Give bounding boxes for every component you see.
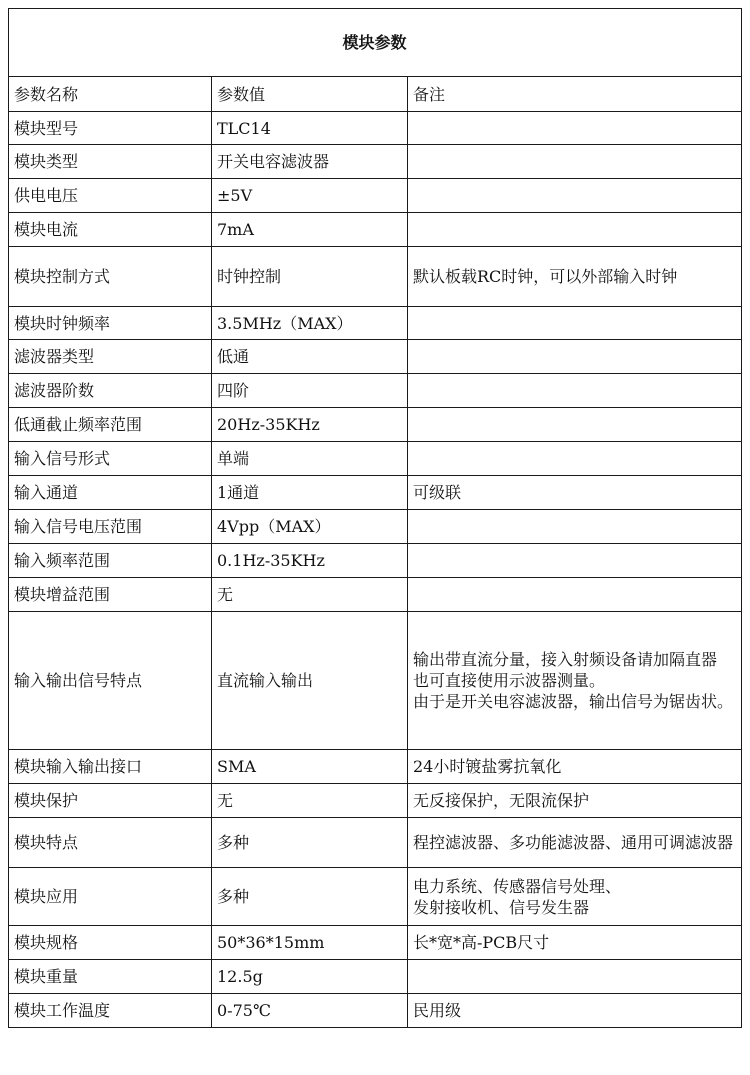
table-row (9, 868, 742, 926)
table-row (9, 247, 742, 307)
param-name-cell: 模块型号 (9, 112, 212, 145)
table-row (9, 408, 742, 442)
param-value-cell: 7mA (212, 213, 408, 247)
param-name-cell: 模块电流 (9, 213, 212, 247)
param-name-cell: 输入信号形式 (9, 442, 212, 476)
table-row (9, 510, 742, 544)
table-row (9, 374, 742, 408)
note-line: 无反接保护，无限流保护 (413, 791, 590, 810)
table-row (9, 112, 742, 145)
note-cell (408, 247, 742, 307)
note-line: 由于是开关电容滤波器，输出信号为锯齿状。 (413, 692, 734, 711)
note-line: 可级联 (413, 483, 462, 502)
table-row (9, 145, 742, 179)
param-name-cell: 供电电压 (9, 179, 212, 213)
param-value-cell: 开关电容滤波器 (212, 145, 408, 179)
header-param-value: 参数值 (212, 77, 408, 112)
param-value-cell: 多种 (212, 868, 408, 926)
note-cell (408, 307, 742, 340)
param-value-cell: 低通 (212, 340, 408, 374)
note-cell (408, 960, 742, 994)
param-value-cell: 12.5g (212, 960, 408, 994)
param-value-cell: 0.1Hz-35KHz (212, 544, 408, 578)
note-cell (408, 750, 742, 784)
note-cell (408, 442, 742, 476)
note-cell (408, 476, 742, 510)
param-value-cell: 50*36*15mm (212, 926, 408, 960)
note-line: 默认板载RC时钟，可以外部输入时钟 (413, 267, 678, 286)
note-line: 24小时镀盐雾抗氧化 (413, 757, 562, 776)
table-row (9, 994, 742, 1028)
param-value-cell: 0-75℃ (212, 994, 408, 1028)
note-line: 长*宽*高-PCB尺寸 (413, 933, 550, 952)
table-row (9, 612, 742, 750)
note-cell (408, 374, 742, 408)
param-name-cell: 模块重量 (9, 960, 212, 994)
param-value-cell: 多种 (212, 818, 408, 868)
param-value-cell: SMA (212, 750, 408, 784)
param-name-cell: 输入通道 (9, 476, 212, 510)
note-cell (408, 510, 742, 544)
note-cell (408, 213, 742, 247)
param-name-cell: 模块保护 (9, 784, 212, 818)
note-line: 电力系统、传感器信号处理、 (413, 876, 622, 896)
note-cell (408, 112, 742, 145)
table-row (9, 213, 742, 247)
note-cell (408, 408, 742, 442)
param-value-cell: 时钟控制 (212, 247, 408, 307)
note-cell (408, 818, 742, 868)
param-value-cell: 单端 (212, 442, 408, 476)
param-value-cell: 3.5MHz（MAX） (212, 307, 408, 340)
table-row (9, 179, 742, 213)
param-name-cell: 输入频率范围 (9, 544, 212, 578)
title-row (9, 9, 742, 77)
param-value-cell: 无 (212, 578, 408, 612)
param-name-cell: 模块增益范围 (9, 578, 212, 612)
table-row (9, 544, 742, 578)
table-row (9, 818, 742, 868)
note-line: 输出带直流分量，接入射频设备请加隔直器 (413, 650, 718, 669)
param-name-cell: 模块特点 (9, 818, 212, 868)
note-cell (408, 179, 742, 213)
table-row (9, 960, 742, 994)
param-value-cell: 无 (212, 784, 408, 818)
table-row (9, 442, 742, 476)
table-row (9, 750, 742, 784)
param-name-cell: 模块输入输出接口 (9, 750, 212, 784)
table-row (9, 340, 742, 374)
param-name-cell: 低通截止频率范围 (9, 408, 212, 442)
table-row (9, 307, 742, 340)
note-line: 程控滤波器、多功能滤波器、通用可调滤波器 (413, 833, 734, 852)
table-title: 模块参数 (9, 9, 742, 77)
param-value-cell: 1通道 (212, 476, 408, 510)
header-param-name: 参数名称 (9, 77, 212, 112)
param-name-cell: 模块工作温度 (9, 994, 212, 1028)
note-cell (408, 578, 742, 612)
param-name-cell: 模块控制方式 (9, 247, 212, 307)
note-cell (408, 868, 742, 926)
note-line: 也可直接使用示波器测量。 (413, 671, 606, 690)
param-value-cell: 20Hz-35KHz (212, 408, 408, 442)
param-name-cell: 滤波器阶数 (9, 374, 212, 408)
note-cell (408, 544, 742, 578)
param-name-cell: 模块时钟频率 (9, 307, 212, 340)
param-value-cell: 四阶 (212, 374, 408, 408)
note-cell (408, 612, 742, 750)
note-cell (408, 340, 742, 374)
param-name-cell: 滤波器类型 (9, 340, 212, 374)
param-name-cell: 输入输出信号特点 (9, 612, 212, 750)
note-cell (408, 926, 742, 960)
param-name-cell: 输入信号电压范围 (9, 510, 212, 544)
table-row (9, 784, 742, 818)
param-name-cell: 模块类型 (9, 145, 212, 179)
header-row (9, 77, 742, 112)
param-value-cell: 直流输入输出 (212, 612, 408, 750)
param-value-cell: TLC14 (212, 112, 408, 145)
parameter-sheet (8, 8, 741, 1028)
param-value-cell: 4Vpp（MAX） (212, 510, 408, 544)
note-cell (408, 994, 742, 1028)
param-name-cell: 模块规格 (9, 926, 212, 960)
note-cell (408, 145, 742, 179)
table-row (9, 476, 742, 510)
table-row (9, 926, 742, 960)
note-line: 民用级 (413, 1001, 462, 1020)
param-name-cell: 模块应用 (9, 868, 212, 926)
note-line: 发射接收机、信号发生器 (413, 897, 590, 917)
table-row (9, 578, 742, 612)
parameter-table (8, 8, 742, 1028)
header-note: 备注 (408, 77, 742, 112)
param-value-cell: ±5V (212, 179, 408, 213)
note-cell (408, 784, 742, 818)
